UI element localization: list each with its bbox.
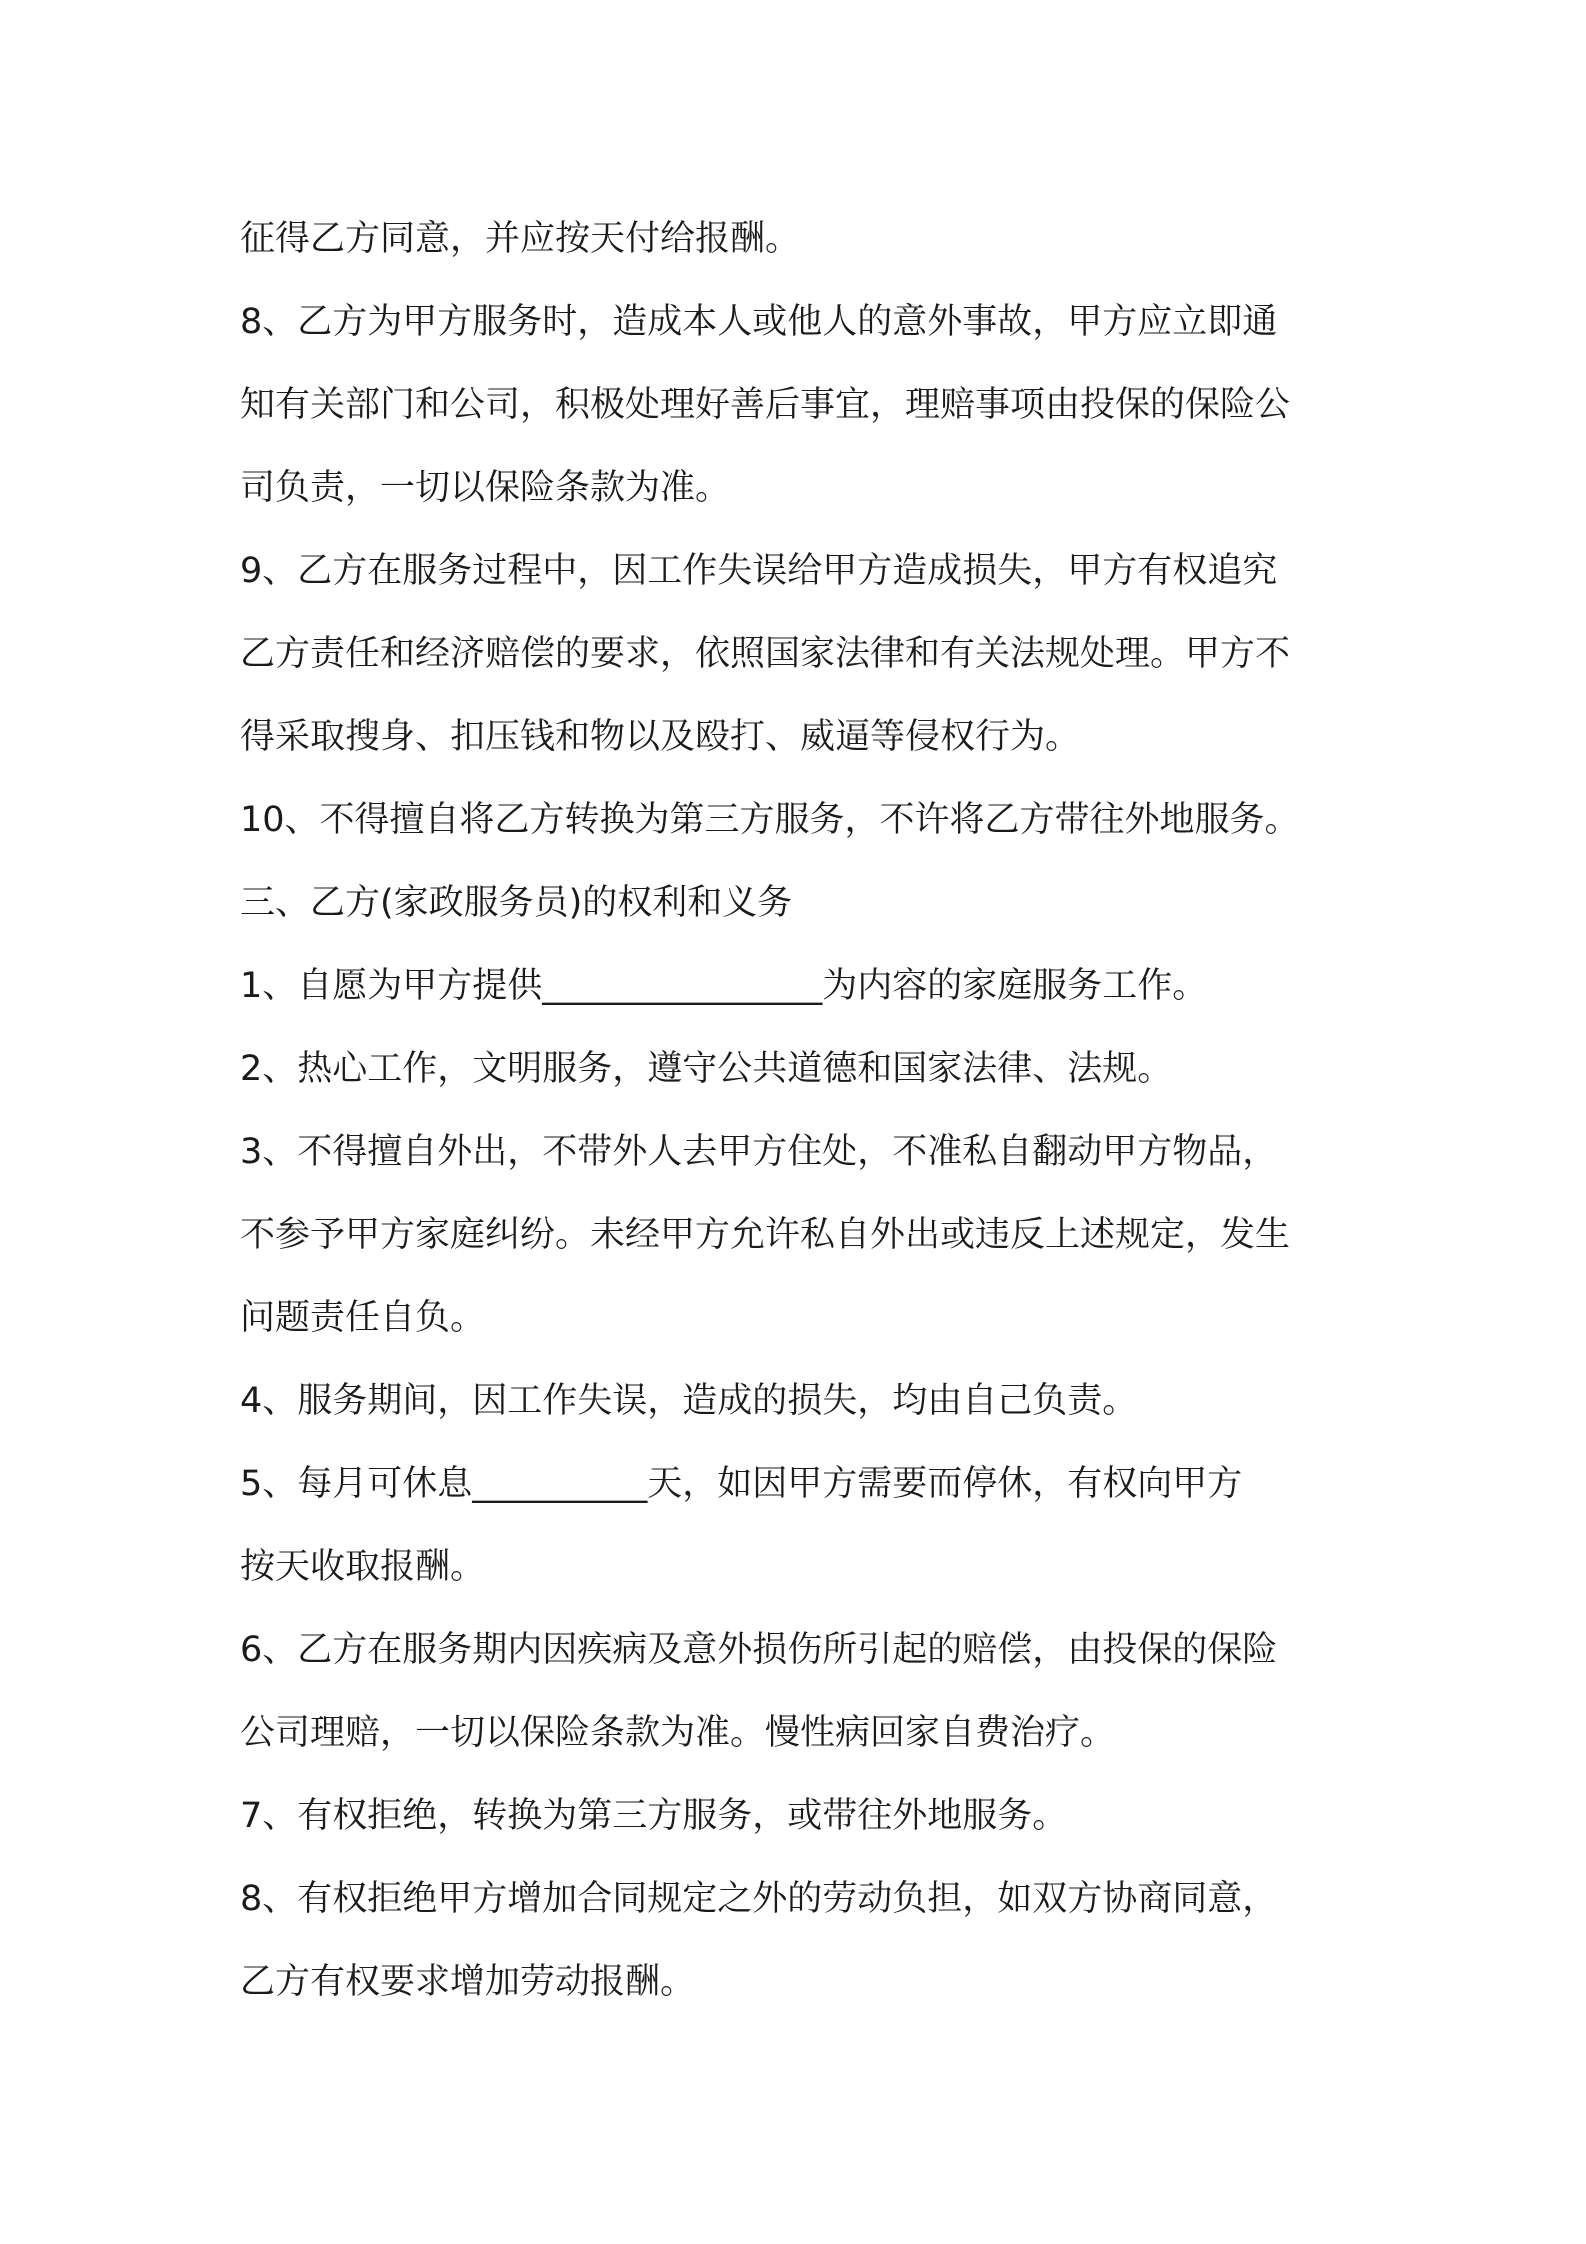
text-line: 4、服务期间，因工作失误，造成的损失，均由自己负责。	[240, 1381, 1138, 1421]
text-line: 3、不得擅自外出，不带外人去甲方住处，不准私自翻动甲方物品，	[240, 1132, 1278, 1172]
text-line: 1、自愿为甲方提供________________为内容的家庭服务工作。	[240, 966, 1208, 1006]
text-line: 征得乙方同意，并应按天付给报酬。	[240, 219, 801, 259]
text-line: 10、不得擅自将乙方转换为第三方服务，不许将乙方带往外地服务。	[240, 800, 1300, 840]
text-line: 按天收取报酬。	[240, 1547, 486, 1587]
text-line: 司负责，一切以保险条款为准。	[240, 468, 731, 508]
text-line: 5、每月可休息__________天，如因甲方需要而停休，有权向甲方	[240, 1464, 1243, 1504]
text-line: 2、热心工作，文明服务，遵守公共道德和国家法律、法规。	[240, 1049, 1173, 1089]
section-heading: 三、乙方(家政服务员)的权利和义务	[240, 883, 793, 923]
text-line: 问题责任自负。	[240, 1298, 486, 1338]
text-line: 乙方责任和经济赔偿的要求，依照国家法律和有关法规处理。甲方不	[240, 634, 1291, 674]
text-line: 6、乙方在服务期内因疾病及意外损伤所引起的赔偿，由投保的保险	[240, 1630, 1278, 1670]
text-line: 不参予甲方家庭纠纷。未经甲方允许私自外出或违反上述规定，发生	[240, 1215, 1291, 1255]
text-line: 7、有权拒绝，转换为第三方服务，或带往外地服务。	[240, 1796, 1068, 1836]
text-line: 乙方有权要求增加劳动报酬。	[240, 1962, 696, 2002]
document-body	[240, 198, 1360, 2024]
text-line: 8、有权拒绝甲方增加合同规定之外的劳动负担，如双方协商同意，	[240, 1879, 1278, 1919]
text-line: 得采取搜身、扣压钱和物以及殴打、威逼等侵权行为。	[240, 717, 1081, 757]
text-line: 公司理赔，一切以保险条款为准。慢性病回家自费治疗。	[240, 1713, 1116, 1753]
text-line: 知有关部门和公司，积极处理好善后事宜，理赔事项由投保的保险公	[240, 385, 1291, 425]
text-line: 9、乙方在服务过程中，因工作失误给甲方造成损失，甲方有权追究	[240, 551, 1278, 591]
text-line: 8、乙方为甲方服务时，造成本人或他人的意外事故，甲方应立即通	[240, 302, 1278, 342]
